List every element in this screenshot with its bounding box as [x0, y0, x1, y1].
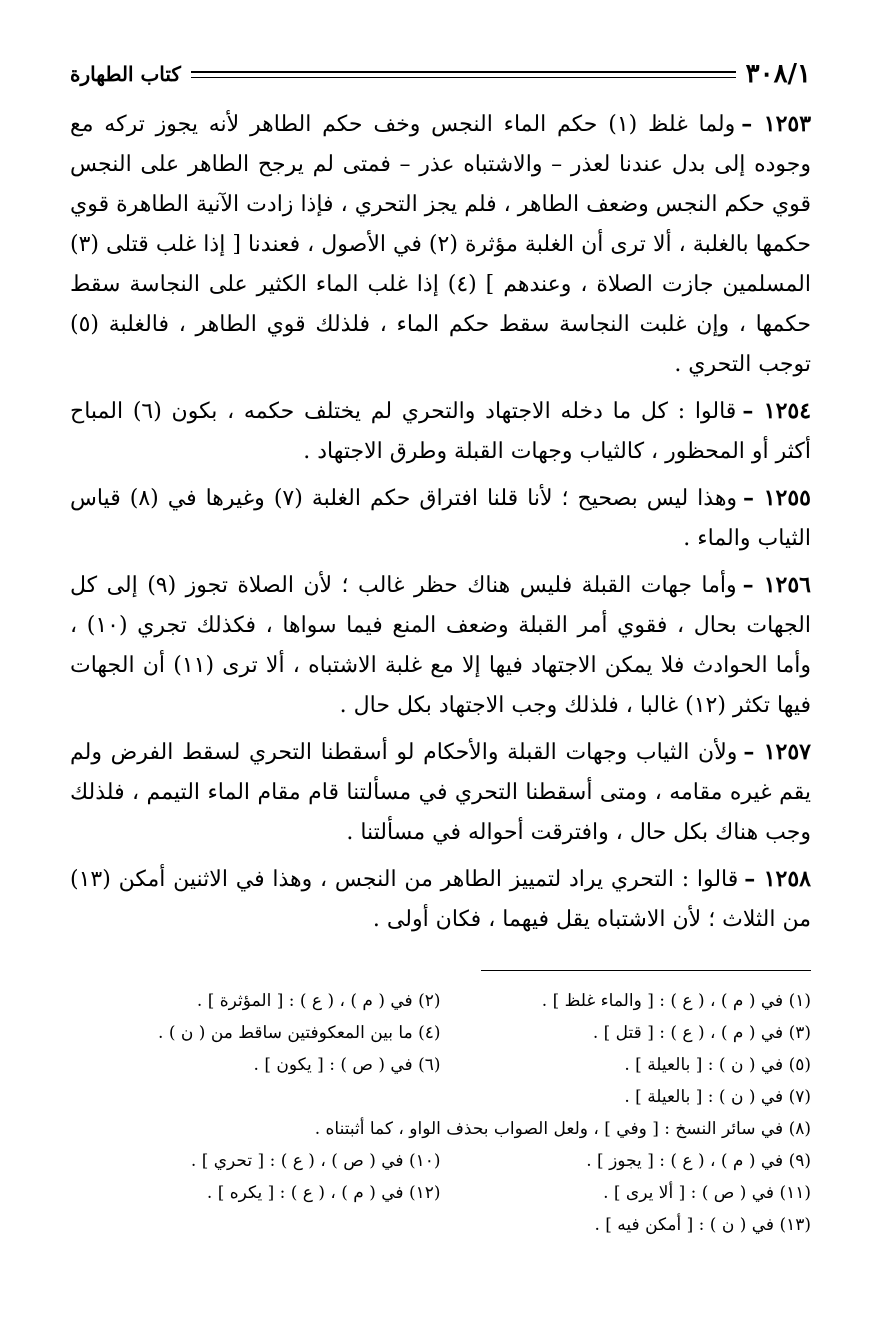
- paragraph-1256: [70, 565, 811, 726]
- page-number: ٣٠٨/١: [745, 59, 811, 89]
- paragraph-text: وأما جهات القبلة فليس هناك حظر غالب ؛ لأن الصلاة تجوز (٩) إلى كل الجهات بحال ، فقوي أمر القبلة وضعف المنع فيما سواها ، فكذلك تجري (١٠) ، وأما الحوادث فلا يمكن الاجتهاد فيها إلا مع غلبة الاشتباه ، ألا ترى (١١) أن الجهات فيها تكثر (١٢) غالبا ، فلذلك وجب الاجتهاد بكل حال .: [70, 573, 811, 718]
- footnote-10: (١٠) في ( ص ) ، ( ع ) : [ تحري ] .: [190, 1151, 441, 1171]
- footnote-11: (١١) في ( ص ) : [ ألا يرى ] .: [603, 1183, 811, 1203]
- footnote-8: (٨) في سائر النسخ : [ وفي ] ، ولعل الصواب بحذف الواو ، كما أثبتناه .: [314, 1119, 811, 1139]
- paragraph-text: وهذا ليس بصحيح ؛ لأنا قلنا افتراق حكم الغلبة (٧) وغيرها في (٨) قياس الثياب والماء .: [70, 486, 811, 551]
- paragraph-text: ولما غلظ (١) حكم الماء النجس وخف حكم الطاهر لأنه يجوز تركه مع وجوده إلى بدل عندنا لعذر – والاشتباه عذر – فمتى لم يرجح الطاهر على النجس قوي حكم النجس وضعف الطاهر ، فلم يجز التحري ، فإذا زادت الآنية الطاهرة قوي حكمها بالغلبة ، ألا ترى أن الغلبة مؤثرة (٢) في الأصول ، فعندنا [ إذا غلب قتلى (٣) المسلمين جازت الصلاة ، وعندهم ] (٤) إذا غلب الماء الكثير على النجاسة سقط حكمها ، وإن غلبت النجاسة سقط حكم الماء ، فلذلك قوي الطاهر ، فالغلبة (٥) توجب التحري .: [70, 112, 811, 377]
- paragraph-1255: [70, 478, 811, 559]
- footnote-row: [70, 1177, 811, 1209]
- footnote-12: (١٢) في ( م ) ، ( ع ) : [ يكره ] .: [206, 1183, 441, 1203]
- paragraph-1254: [70, 391, 811, 472]
- footnote-7: (٧) في ( ن ) : [ بالعيلة ] .: [624, 1087, 811, 1107]
- paragraph-number: ١٢٥٣ –: [741, 111, 812, 137]
- footnote-3: (٣) في ( م ) ، ( ع ) : [ قتل ] .: [592, 1023, 811, 1043]
- paragraph-number: ١٢٥٤ –: [742, 398, 812, 424]
- footnote-13: (١٣) في ( ن ) : [ أمكن فيه ] .: [594, 1215, 811, 1235]
- footnote-1: (١) في ( م ) ، ( ع ) : [ والماء غلظ ] .: [541, 991, 811, 1011]
- paragraph-text: ولأن الثياب وجهات القبلة والأحكام لو أسقطنا التحري لسقط الفرض ولم يقم غيره مقامه ، ومتى أسقطنا التحري في مسألتنا قام مقام الماء التيمم ، فلذلك وجب هناك بكل حال ، وافترقت أحواله في مسألتنا .: [70, 740, 811, 845]
- footnote-row: [70, 1017, 811, 1049]
- book-title: كتاب الطهارة: [70, 62, 181, 86]
- footnote-row: [70, 1145, 811, 1177]
- footnote-4: (٤) ما بين المعكوفتين ساقط من ( ن ) .: [158, 1023, 441, 1043]
- page-header: [70, 56, 811, 92]
- footnote-divider: [481, 970, 811, 971]
- paragraph-number: ١٢٥٦ –: [742, 572, 811, 598]
- paragraph-number: ١٢٥٥ –: [743, 485, 811, 511]
- paragraph-1253: [70, 104, 811, 385]
- paragraph-text: قالوا : كل ما دخله الاجتهاد والتحري لم يختلف حكمه ، بكون (٦) المباح أكثر أو المحظور ، كالثياب وجهات القبلة وطرق الاجتهاد .: [70, 399, 811, 464]
- paragraph-1257: [70, 732, 811, 853]
- footnote-row: [70, 985, 811, 1017]
- footnote-6: (٦) في ( ص ) : [ يكون ] .: [253, 1055, 441, 1075]
- paragraph-1258: [70, 859, 811, 940]
- main-text: [70, 104, 811, 940]
- footnote-9: (٩) في ( م ) ، ( ع ) : [ يجوز ] .: [586, 1151, 811, 1171]
- footnote-5: (٥) في ( ن ) : [ بالعيلة ] .: [624, 1055, 811, 1075]
- paragraph-number: ١٢٥٨ –: [744, 866, 811, 892]
- footnote-2: (٢) في ( م ) ، ( ع ) : [ المؤثرة ] .: [196, 991, 441, 1011]
- footnote-row: [70, 1049, 811, 1081]
- header-rule: [191, 71, 736, 78]
- footnotes: [70, 985, 811, 1241]
- paragraph-text: قالوا : التحري يراد لتمييز الطاهر من النجس ، وهذا في الاثنين أمكن (١٣) من الثلاث ؛ لأن الاشتباه يقل فيهما ، فكان أولى .: [70, 867, 811, 932]
- footnote-rule-wrap: [70, 946, 811, 985]
- paragraph-number: ١٢٥٧ –: [743, 739, 811, 765]
